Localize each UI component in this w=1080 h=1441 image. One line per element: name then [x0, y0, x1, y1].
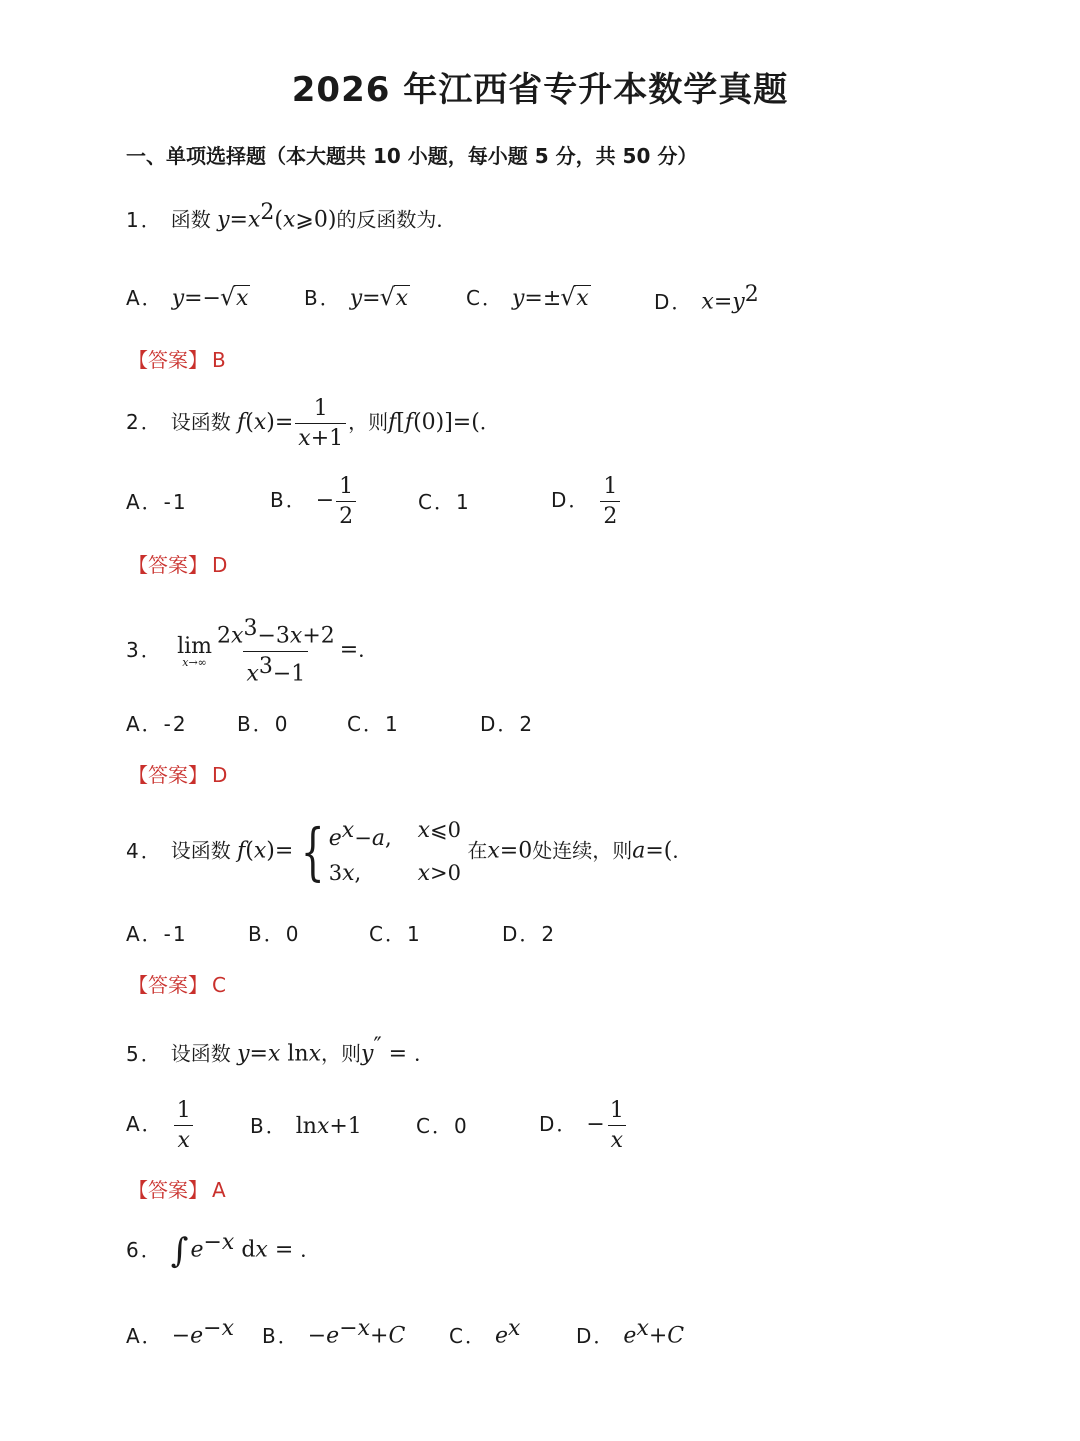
question-text: ．: [479, 410, 500, 434]
option-d[interactable]: [502, 918, 564, 947]
question-4: 4． 设函数 f(x)= { $e^x-a$, x⩽0 3x, x>0 在x=0处连续，则a=(．: [126, 815, 693, 888]
question-number: 1．: [126, 207, 163, 232]
answer-label: 【答案】: [128, 553, 208, 577]
question-5: 5． 设函数 y=x lnx，则y″ = ．: [126, 1034, 435, 1067]
option-label: B．: [250, 1114, 288, 1138]
answer-3: [128, 759, 227, 788]
answer-4: [128, 969, 226, 998]
question-number: 4．: [126, 838, 163, 863]
option-label: A．-1: [126, 922, 188, 946]
option-label: B．0: [237, 712, 290, 736]
option-b[interactable]: B． $-e^{-x}+C$: [262, 1316, 406, 1349]
question-text: 在: [467, 838, 488, 863]
option-d[interactable]: D． $\frac{1}{2}$: [551, 474, 622, 529]
answer-value: A: [212, 1178, 226, 1202]
question-text: 设函数: [170, 410, 231, 434]
question-1: 1． 函数 $y=x^2(x⩾0)$的反函数为．: [126, 200, 457, 233]
question-number: 5．: [126, 1041, 163, 1066]
question-6: 6． $\int e^{-x}$ dx = ．: [126, 1230, 321, 1272]
option-a[interactable]: [126, 708, 196, 737]
question-number: 2．: [126, 410, 163, 434]
option-label: B．: [262, 1323, 300, 1348]
question-text: ．: [672, 838, 693, 863]
option-c[interactable]: C． $e^x$: [449, 1316, 521, 1349]
answer-label: 【答案】: [128, 763, 208, 787]
option-label: B．: [270, 488, 308, 512]
answer-label: 【答案】: [128, 348, 208, 372]
option-c[interactable]: [369, 918, 430, 947]
answer-value: D: [212, 553, 228, 577]
question-text: ，则: [321, 1041, 362, 1066]
option-a[interactable]: A． $-e^{-x}$: [126, 1316, 234, 1349]
question-2: 2． 设函数 f(x)= $\frac{1}{x+1}$ ，则f[f(0)]=(．: [126, 396, 500, 451]
option-label: C．1: [347, 712, 400, 736]
option-c[interactable]: [416, 1110, 477, 1139]
question-text: 处连续，则: [532, 838, 633, 863]
option-b[interactable]: [248, 918, 308, 947]
option-label: C．: [449, 1323, 487, 1348]
option-label: D．: [576, 1323, 616, 1348]
option-label: A．: [126, 1112, 164, 1136]
option-c[interactable]: C． y=±√ x: [466, 282, 591, 311]
option-label: D．: [551, 488, 591, 512]
option-label: A．: [126, 1323, 164, 1348]
question-text: 设函数: [170, 1041, 231, 1066]
option-label: C．0: [416, 1114, 469, 1138]
answer-value: D: [212, 763, 228, 787]
answer-1: [128, 344, 226, 373]
option-label: B．0: [248, 922, 301, 946]
option-a[interactable]: A． $\frac{1}{x}$: [126, 1098, 196, 1153]
question-text: 函数: [170, 207, 211, 232]
page-title: 2026 年江西省专升本数学真题: [291, 70, 789, 110]
option-b[interactable]: B． − $\frac{1}{2}$: [270, 474, 358, 529]
answer-5: [128, 1174, 226, 1203]
option-b[interactable]: B． y=√ x: [304, 282, 410, 311]
option-label: C．1: [418, 490, 471, 514]
question-text: ．: [300, 1237, 321, 1262]
answer-label: 【答案】: [128, 1178, 208, 1202]
option-d[interactable]: D． − $\frac{1}{x}$: [539, 1098, 629, 1153]
question-number: 3．: [126, 637, 163, 662]
option-b[interactable]: [237, 708, 297, 737]
question-text: ．: [358, 637, 379, 662]
option-label: A．-2: [126, 712, 188, 736]
option-label: D．: [654, 289, 694, 314]
question-3: 3． lim x→∞ $\frac{2x^3-3x+2}{x^3-1}$ =．: [126, 616, 379, 687]
option-label: D．2: [480, 712, 535, 736]
option-c[interactable]: [347, 708, 408, 737]
question-text: 的反函数为．: [336, 207, 457, 232]
option-label: A．-1: [126, 490, 188, 514]
option-d[interactable]: [480, 708, 542, 737]
answer-label: 【答案】: [128, 973, 208, 997]
question-text: ，则: [348, 410, 389, 434]
option-label: D．: [539, 1112, 579, 1136]
option-a[interactable]: [126, 486, 196, 515]
question-number: 6．: [126, 1237, 163, 1262]
formula: y: [217, 207, 230, 233]
option-c[interactable]: [418, 486, 479, 515]
option-d[interactable]: D． $x=y^2$: [654, 282, 759, 315]
question-text: 设函数: [170, 838, 231, 863]
answer-value: B: [212, 348, 226, 372]
option-b[interactable]: B． lnx+1: [250, 1114, 362, 1139]
question-text: ．: [414, 1041, 435, 1066]
option-label: C．1: [369, 922, 422, 946]
option-a[interactable]: A． y=−√ x: [126, 282, 250, 311]
section-heading: 一、单项选择题（本大题共 10 小题，每小题 5 分，共 50 分）: [126, 144, 698, 168]
option-a[interactable]: [126, 918, 196, 947]
option-label: C．: [466, 286, 504, 310]
answer-value: C: [212, 973, 226, 997]
option-d[interactable]: D． $e^x+C$: [576, 1316, 685, 1349]
option-label: D．2: [502, 922, 557, 946]
option-label: A．: [126, 286, 164, 310]
answer-2: [128, 549, 227, 578]
option-label: B．: [304, 286, 342, 310]
